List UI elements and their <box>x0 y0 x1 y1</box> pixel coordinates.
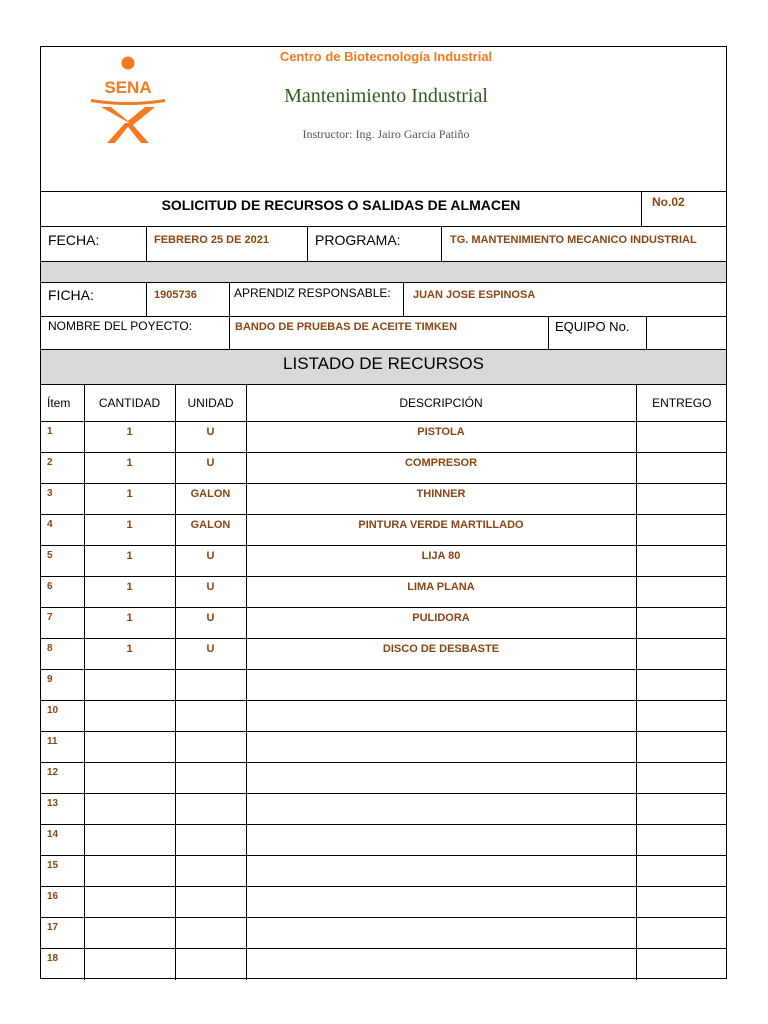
item-cell: 16 <box>41 887 84 918</box>
cantidad-cell: 1 <box>84 484 175 515</box>
resources-table <box>41 384 727 980</box>
unidad-cell: U <box>175 608 246 639</box>
table-row <box>41 608 727 639</box>
descripcion-cell <box>246 763 636 794</box>
cantidad-cell <box>84 763 175 794</box>
resource-request-form <box>40 46 727 979</box>
cantidad-cell <box>84 856 175 887</box>
unidad-cell <box>175 794 246 825</box>
descripcion-cell <box>246 825 636 856</box>
entrego-cell <box>636 422 727 453</box>
table-row <box>41 484 727 515</box>
unidad-cell <box>175 732 246 763</box>
entrego-cell <box>636 639 727 670</box>
entrego-cell <box>636 918 727 949</box>
form-number: No.02 <box>652 195 685 209</box>
table-row <box>41 422 727 453</box>
item-cell: 15 <box>41 856 84 887</box>
cantidad-cell: 1 <box>84 639 175 670</box>
unidad-cell <box>175 918 246 949</box>
cantidad-cell: 1 <box>84 515 175 546</box>
item-cell: 9 <box>41 670 84 701</box>
entrego-cell <box>636 577 727 608</box>
item-cell: 18 <box>41 949 84 980</box>
sena-logo-icon <box>81 53 176 143</box>
ficha-value: 1905736 <box>154 289 197 301</box>
table-row <box>41 825 727 856</box>
entrego-cell <box>636 701 727 732</box>
item-cell: 14 <box>41 825 84 856</box>
table-row <box>41 453 727 484</box>
item-cell: 7 <box>41 608 84 639</box>
entrego-cell <box>636 825 727 856</box>
col-unidad: UNIDAD <box>175 385 246 422</box>
unidad-cell <box>175 856 246 887</box>
col-descripcion: DESCRIPCIÓN <box>246 385 636 422</box>
fecha-label: FECHA: <box>48 232 100 248</box>
table-header-row <box>41 385 727 422</box>
entrego-cell <box>636 949 727 980</box>
table-row <box>41 918 727 949</box>
col-item: Ítem <box>41 385 84 422</box>
unidad-cell <box>175 701 246 732</box>
entrego-cell <box>636 763 727 794</box>
item-cell: 2 <box>41 453 84 484</box>
unidad-cell: U <box>175 577 246 608</box>
sena-logo <box>81 53 176 143</box>
descripcion-cell: COMPRESOR <box>246 453 636 484</box>
descripcion-cell <box>246 670 636 701</box>
equipo-label: EQUIPO No. <box>555 319 630 334</box>
cantidad-cell: 1 <box>84 546 175 577</box>
cantidad-cell <box>84 794 175 825</box>
table-row <box>41 732 727 763</box>
unidad-cell: GALON <box>175 515 246 546</box>
entrego-cell <box>636 732 727 763</box>
col-entrego: ENTREGO <box>636 385 727 422</box>
item-cell: 1 <box>41 422 84 453</box>
item-cell: 5 <box>41 546 84 577</box>
entrego-cell <box>636 546 727 577</box>
descripcion-cell <box>246 918 636 949</box>
ficha-label: FICHA: <box>48 287 94 303</box>
descripcion-cell <box>246 732 636 763</box>
table-row <box>41 546 727 577</box>
item-cell: 12 <box>41 763 84 794</box>
table-row <box>41 794 727 825</box>
descripcion-cell <box>246 949 636 980</box>
table-row <box>41 887 727 918</box>
course-title: Mantenimiento Industrial <box>284 85 488 107</box>
entrego-cell <box>636 670 727 701</box>
table-row <box>41 577 727 608</box>
table-row <box>41 515 727 546</box>
descripcion-cell <box>246 856 636 887</box>
cantidad-cell <box>84 732 175 763</box>
aprendiz-value: JUAN JOSE ESPINOSA <box>413 289 536 301</box>
instructor: Instructor: Ing. Jairo Garcia Patiño <box>302 127 470 141</box>
descripcion-cell: PINTURA VERDE MARTILLADO <box>246 515 636 546</box>
descripcion-cell: LIMA PLANA <box>246 577 636 608</box>
entrego-cell <box>636 608 727 639</box>
col-cantidad: CANTIDAD <box>84 385 175 422</box>
unidad-cell <box>175 763 246 794</box>
item-cell: 3 <box>41 484 84 515</box>
descripcion-cell: LIJA 80 <box>246 546 636 577</box>
descripcion-cell: THINNER <box>246 484 636 515</box>
entrego-cell <box>636 453 727 484</box>
unidad-cell: U <box>175 453 246 484</box>
entrego-cell <box>636 794 727 825</box>
cantidad-cell <box>84 825 175 856</box>
cantidad-cell <box>84 918 175 949</box>
unidad-cell <box>175 887 246 918</box>
programa-value: TG. MANTENIMIENTO MECANICO INDUSTRIAL <box>450 234 697 246</box>
cantidad-cell <box>84 701 175 732</box>
fecha-value: FEBRERO 25 DE 2021 <box>154 234 269 246</box>
aprendiz-label: APRENDIZ RESPONSABLE: <box>234 286 391 300</box>
item-cell: 8 <box>41 639 84 670</box>
unidad-cell <box>175 949 246 980</box>
cantidad-cell: 1 <box>84 608 175 639</box>
item-cell: 13 <box>41 794 84 825</box>
descripcion-cell <box>246 794 636 825</box>
unidad-cell: U <box>175 546 246 577</box>
descripcion-cell <box>246 887 636 918</box>
gray-band <box>41 262 726 282</box>
table-row <box>41 949 727 980</box>
cantidad-cell: 1 <box>84 577 175 608</box>
table-row <box>41 639 727 670</box>
center-name: Centro de Biotecnología Industrial <box>279 49 493 64</box>
logo-lettering: SENA <box>104 78 152 97</box>
proyecto-label: NOMBRE DEL POYECTO: <box>48 319 193 333</box>
entrego-cell <box>636 484 727 515</box>
table-row <box>41 763 727 794</box>
table-row <box>41 670 727 701</box>
entrego-cell <box>636 887 727 918</box>
table-row <box>41 856 727 887</box>
item-cell: 10 <box>41 701 84 732</box>
unidad-cell: GALON <box>175 484 246 515</box>
descripcion-cell <box>246 701 636 732</box>
entrego-cell <box>636 515 727 546</box>
descripcion-cell: DISCO DE DESBASTE <box>246 639 636 670</box>
unidad-cell <box>175 670 246 701</box>
item-cell: 17 <box>41 918 84 949</box>
list-title: LISTADO DE RECURSOS <box>41 350 726 384</box>
descripcion-cell: PULIDORA <box>246 608 636 639</box>
item-cell: 6 <box>41 577 84 608</box>
descripcion-cell: PISTOLA <box>246 422 636 453</box>
table-row <box>41 701 727 732</box>
programa-label: PROGRAMA: <box>315 232 401 248</box>
entrego-cell <box>636 856 727 887</box>
proyecto-value: BANDO DE PRUEBAS DE ACEITE TIMKEN <box>235 321 458 333</box>
form-title: SOLICITUD DE RECURSOS O SALIDAS DE ALMACEN <box>161 197 521 213</box>
cantidad-cell: 1 <box>84 453 175 484</box>
cantidad-cell <box>84 887 175 918</box>
cantidad-cell <box>84 949 175 980</box>
item-cell: 4 <box>41 515 84 546</box>
item-cell: 11 <box>41 732 84 763</box>
cantidad-cell: 1 <box>84 422 175 453</box>
unidad-cell: U <box>175 639 246 670</box>
cantidad-cell <box>84 670 175 701</box>
unidad-cell <box>175 825 246 856</box>
unidad-cell: U <box>175 422 246 453</box>
